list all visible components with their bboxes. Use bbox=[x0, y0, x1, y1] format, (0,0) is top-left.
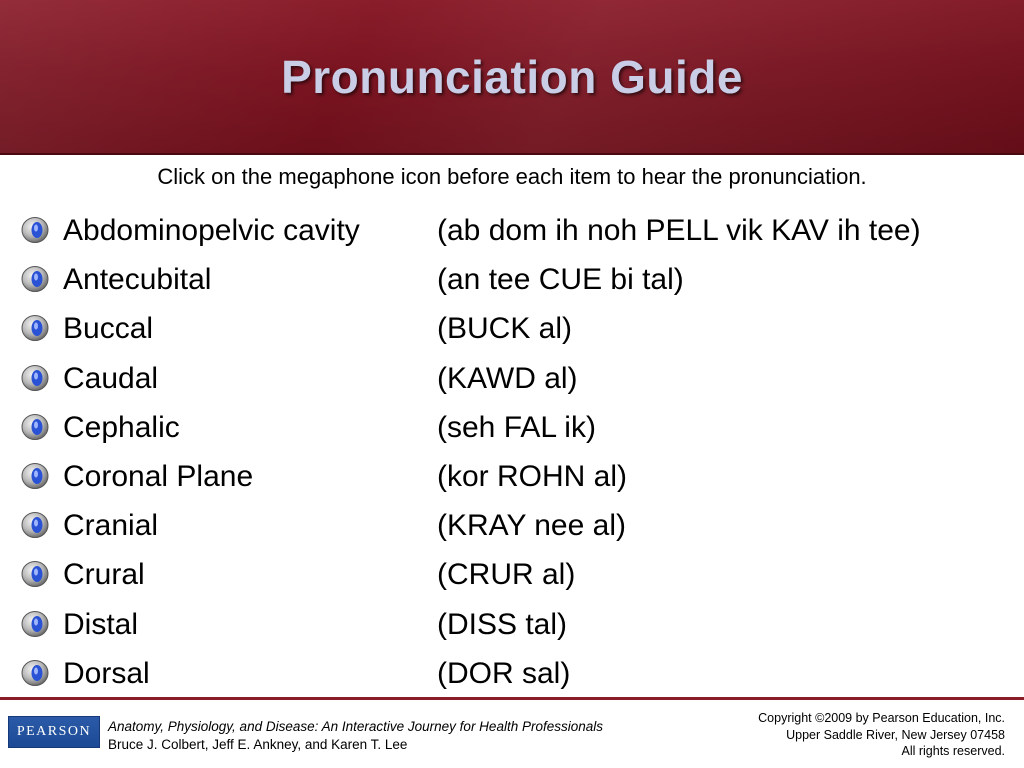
list-item bbox=[0, 405, 1024, 454]
page-title: Pronunciation Guide bbox=[281, 51, 743, 103]
copyright-line-3: All rights reserved. bbox=[901, 744, 1005, 758]
term-label: Antecubital bbox=[63, 263, 212, 297]
list-item bbox=[0, 503, 1024, 552]
term-label: Cranial bbox=[63, 509, 159, 543]
term-label: Buccal bbox=[63, 312, 154, 346]
list-item bbox=[0, 602, 1024, 651]
list-item bbox=[0, 306, 1024, 355]
pronunciation-list bbox=[0, 208, 1024, 700]
pronunciation-label: (KRAY nee al) bbox=[437, 509, 626, 543]
list-item bbox=[0, 208, 1024, 257]
speaker-icon[interactable] bbox=[19, 510, 51, 540]
copyright-notice bbox=[758, 710, 1005, 760]
pronunciation-label: (DISS tal) bbox=[437, 607, 568, 641]
term-label: Distal bbox=[63, 607, 139, 641]
footer-divider bbox=[0, 697, 1024, 700]
title-banner bbox=[0, 0, 1024, 155]
speaker-icon[interactable] bbox=[19, 559, 51, 589]
book-citation bbox=[108, 718, 603, 754]
list-item bbox=[0, 552, 1024, 601]
speaker-icon[interactable] bbox=[19, 461, 51, 491]
term-label: Abdominopelvic cavity bbox=[63, 214, 360, 247]
pronunciation-label: (an tee CUE bi tal) bbox=[437, 263, 684, 297]
list-item bbox=[0, 651, 1024, 700]
term-label: Crural bbox=[63, 558, 145, 592]
copyright-line-2: Upper Saddle River, New Jersey 07458 bbox=[786, 727, 1005, 742]
copyright-line-1: Copyright ©2009 by Pearson Education, Inc. bbox=[758, 711, 1005, 725]
list-item bbox=[0, 356, 1024, 405]
term-label: Coronal Plane bbox=[63, 459, 254, 493]
instruction-text: Click on the megaphone icon before each item to hear the pronunciation. bbox=[157, 164, 867, 189]
speaker-icon[interactable] bbox=[19, 658, 51, 688]
pearson-logo: PEARSON bbox=[8, 716, 100, 748]
list-item bbox=[0, 257, 1024, 306]
speaker-icon[interactable] bbox=[19, 609, 51, 639]
speaker-icon[interactable] bbox=[19, 264, 51, 294]
pronunciation-label: (CRUR al) bbox=[437, 558, 576, 592]
speaker-icon[interactable] bbox=[19, 313, 51, 343]
pronunciation-label: (ab dom ih noh PELL vik KAV ih tee) bbox=[437, 214, 921, 247]
list-item bbox=[0, 454, 1024, 503]
speaker-icon[interactable] bbox=[19, 215, 51, 245]
pronunciation-label: (BUCK al) bbox=[437, 312, 573, 346]
pronunciation-label: (DOR sal) bbox=[437, 656, 571, 690]
book-title: Anatomy, Physiology, and Disease: An Interactive Journey for Health Professionals bbox=[108, 719, 603, 734]
pronunciation-label: (kor ROHN al) bbox=[437, 459, 628, 493]
speaker-icon[interactable] bbox=[19, 412, 51, 442]
pronunciation-label: (KAWD al) bbox=[437, 361, 578, 395]
speaker-icon[interactable] bbox=[19, 363, 51, 393]
book-authors: Bruce J. Colbert, Jeff E. Ankney, and Karen T. Lee bbox=[108, 737, 408, 752]
term-label: Dorsal bbox=[63, 656, 150, 690]
pronunciation-label: (seh FAL ik) bbox=[437, 410, 596, 444]
term-label: Caudal bbox=[63, 361, 159, 395]
term-label: Cephalic bbox=[63, 410, 180, 444]
